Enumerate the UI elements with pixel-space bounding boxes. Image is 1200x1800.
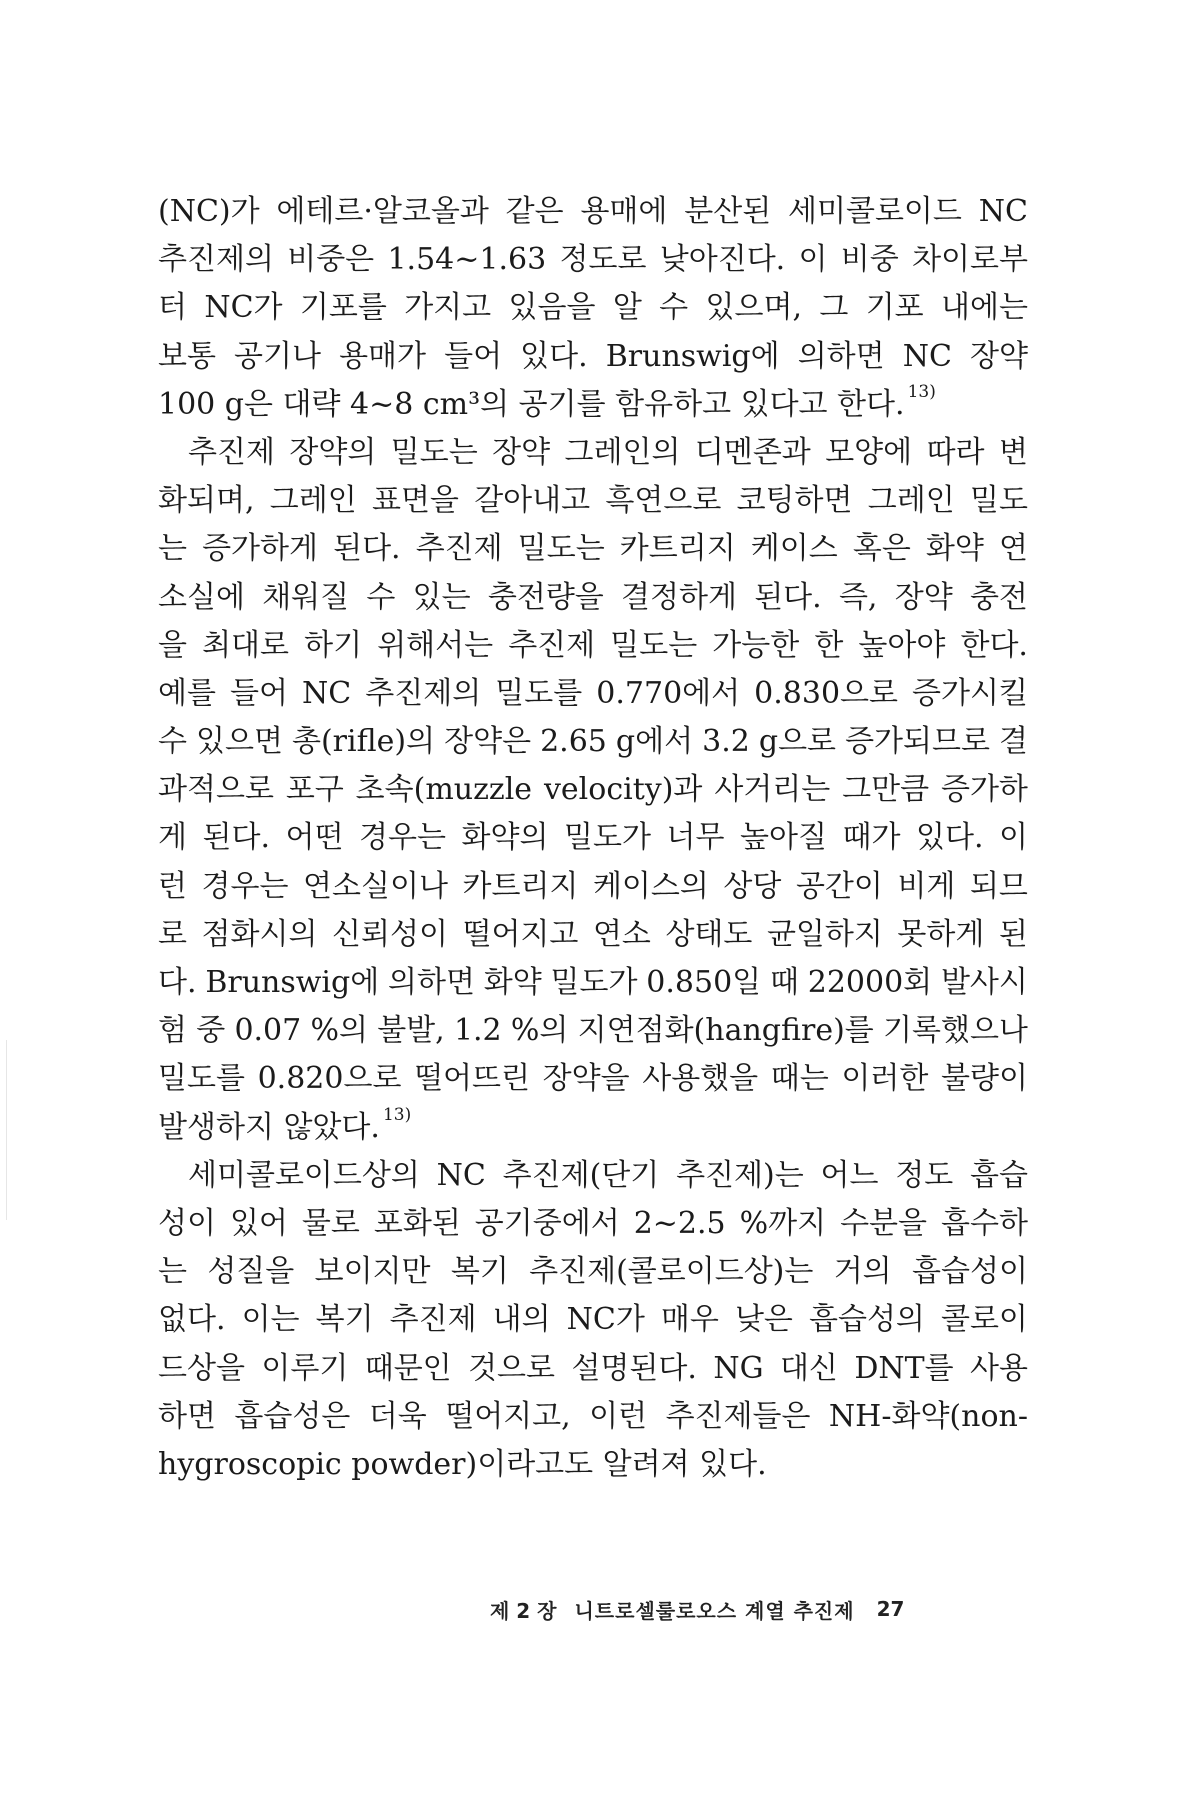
- text-line: [158, 911, 1028, 959]
- word: 거의: [833, 1254, 892, 1290]
- word: 즉,: [838, 579, 878, 615]
- text-line: [158, 1152, 1028, 1200]
- word: 변: [998, 434, 1028, 470]
- word: 0.850일: [646, 965, 762, 1000]
- word: 그: [819, 290, 849, 326]
- word: 기포를: [299, 290, 387, 326]
- word: 충전량을: [487, 579, 604, 615]
- word: NC: [978, 194, 1028, 229]
- word: 장약: [970, 338, 1028, 374]
- word: 가지고: [404, 290, 492, 326]
- word: 증가시킬: [912, 675, 1028, 711]
- word: 있음을: [508, 290, 596, 326]
- word: 한: [814, 627, 844, 663]
- word: 증가되므로: [845, 724, 990, 760]
- word: 0.820으로: [257, 1061, 402, 1097]
- word: 초속(muzzle: [355, 772, 533, 808]
- word: 이러한: [841, 1061, 929, 1097]
- word: 2~2.5: [633, 1205, 726, 1241]
- text-line: [158, 1200, 1028, 1248]
- word: %의: [510, 1013, 569, 1049]
- word: 흡습성의: [808, 1302, 925, 1338]
- word: 된: [998, 916, 1028, 952]
- word: 카트리지: [619, 531, 736, 567]
- word: 복기: [315, 1302, 374, 1338]
- text-line: [158, 525, 1028, 573]
- word: 추진제(콜로이드상)는: [529, 1254, 814, 1290]
- word: 포화된: [373, 1205, 461, 1241]
- word: 다.: [158, 965, 197, 1000]
- word: 0.770에서: [596, 675, 741, 711]
- word: 균일하지: [766, 916, 883, 952]
- word: 불발,: [377, 1013, 445, 1049]
- word: 사용했을: [642, 1061, 759, 1097]
- text-line: [158, 477, 1028, 525]
- word: 기록했으나: [883, 1013, 1028, 1049]
- word: 어느: [820, 1157, 879, 1193]
- word: 공기나: [234, 338, 321, 374]
- word: NC가: [566, 1302, 645, 1338]
- word: 된다.: [754, 579, 822, 615]
- word: 0.830으로: [754, 675, 898, 711]
- text-line: [158, 1393, 1028, 1441]
- word: 정도: [895, 1157, 954, 1193]
- word: %의: [310, 1013, 368, 1049]
- word: 공간이: [795, 868, 883, 904]
- word: 총(rifle)의: [292, 724, 436, 760]
- word: 높아질: [740, 820, 827, 856]
- word: 연소: [592, 916, 651, 952]
- word: 흡습: [970, 1157, 1028, 1193]
- text-line: [158, 1007, 1028, 1055]
- word: 표면을: [371, 483, 459, 519]
- word: 는: [158, 1254, 187, 1290]
- word: 흑연으로: [605, 483, 722, 519]
- word: 없다.: [158, 1302, 226, 1338]
- word: 흡습성은: [234, 1398, 351, 1434]
- word: 이런: [589, 1398, 648, 1434]
- word: 더욱: [368, 1398, 427, 1434]
- word: 포구: [285, 772, 344, 808]
- word: 22000회: [807, 965, 933, 1000]
- word: 이: [798, 242, 828, 278]
- word: 따라: [926, 434, 985, 470]
- word: 로: [158, 916, 187, 952]
- word: 최대로: [202, 627, 290, 663]
- word: 된다.: [202, 820, 271, 856]
- word: 성질을: [207, 1254, 295, 1290]
- word: 증가하: [940, 772, 1028, 808]
- word: 된다.: [333, 531, 401, 567]
- word: 밀도를: [495, 675, 583, 711]
- word: 발사시: [940, 965, 1028, 1000]
- word: (NC)가: [158, 194, 260, 229]
- text-line: [158, 670, 1028, 718]
- text-line: [158, 766, 1028, 814]
- word: 이는: [241, 1302, 300, 1338]
- word: 2.65: [540, 724, 607, 760]
- word: 장약: [492, 434, 551, 470]
- word: 추진제의: [365, 675, 482, 711]
- word: DNT를: [854, 1350, 954, 1386]
- word: Brunswig에: [205, 965, 380, 1000]
- word: 채워질: [262, 579, 350, 615]
- word: 추진제: [389, 1302, 477, 1338]
- word: 장약은: [444, 724, 532, 760]
- word: 점화시의: [201, 916, 318, 952]
- word: 갈아내고: [474, 483, 591, 519]
- text-line: [158, 284, 1028, 332]
- word: 불량이: [941, 1061, 1028, 1097]
- word: g으로: [758, 724, 837, 760]
- word: 소실에: [158, 579, 245, 615]
- footnote-ref: 13): [382, 1104, 412, 1125]
- word: 과적으로: [158, 772, 274, 808]
- chapter-title: 니트로셀룰로오스 계열 추진제: [574, 1598, 855, 1623]
- chapter-label: 제 2 장: [490, 1598, 557, 1623]
- word: 신뢰성이: [332, 916, 448, 952]
- word: 케이스의: [592, 868, 709, 904]
- text-line: [158, 959, 1028, 1007]
- word: 모양에: [825, 434, 913, 470]
- word: 화약의: [461, 820, 549, 856]
- word: 정도로: [559, 242, 647, 278]
- word: 수: [366, 579, 396, 615]
- word: 밀도를: [158, 1061, 245, 1097]
- word: %까지: [739, 1205, 827, 1241]
- word: 결: [999, 724, 1028, 760]
- word: 코팅하면: [736, 483, 853, 519]
- word: 의하면: [388, 965, 475, 1000]
- word: 추진제: [188, 434, 275, 470]
- word: NH-화약(non-: [828, 1398, 1028, 1434]
- word: 세미콜로이드상의: [188, 1157, 420, 1193]
- word: 때: [769, 965, 799, 1000]
- word: velocity)과: [543, 772, 703, 808]
- word: 기포: [865, 290, 924, 326]
- word: 있다.: [915, 820, 984, 856]
- word: 그레인의: [564, 434, 681, 470]
- word: 장약을: [542, 1061, 630, 1097]
- word: 대신: [779, 1350, 838, 1386]
- word: 세미콜로이드: [788, 194, 962, 229]
- word: 용매에: [580, 194, 668, 229]
- word: 떨어지고: [462, 916, 579, 952]
- text-line: [158, 188, 1028, 236]
- text-line: [158, 814, 1028, 862]
- word: 때문인: [364, 1350, 452, 1386]
- word: 너무: [666, 820, 725, 856]
- text-line: [158, 863, 1028, 911]
- word: 낮아진다.: [659, 242, 786, 278]
- word: 비중은: [287, 242, 375, 278]
- word: 들어: [230, 675, 288, 711]
- word: 높아야: [858, 627, 946, 663]
- word: 을: [158, 627, 187, 663]
- word: 는: [158, 531, 187, 567]
- word: 같은: [505, 194, 564, 229]
- word: 못하게: [897, 916, 985, 952]
- text-line: hygroscopic powder)이라고도 알려져 있다.: [158, 1446, 767, 1482]
- word: 상당: [723, 868, 782, 904]
- body-text: [158, 188, 1028, 1489]
- word: 터: [158, 290, 187, 326]
- page-number: 27: [876, 1597, 905, 1621]
- word: 비게: [897, 868, 956, 904]
- word: 공기중에서: [474, 1205, 620, 1241]
- word: 연소실이나: [303, 868, 448, 904]
- word: NC: [436, 1157, 486, 1193]
- word: 사용: [970, 1350, 1028, 1386]
- word: 충전: [969, 579, 1028, 615]
- word: 밀도는: [390, 434, 478, 470]
- word: 있다.: [520, 338, 588, 374]
- word: 복기: [450, 1254, 509, 1290]
- word: 중: [196, 1013, 226, 1049]
- word: 때가: [842, 820, 901, 856]
- word: 비중: [840, 242, 899, 278]
- word: 에테르·알코올과: [276, 194, 489, 229]
- page-edge-mark: [6, 1040, 7, 1220]
- word: 증가하게: [202, 531, 318, 567]
- text-line: [158, 718, 1028, 766]
- word: NC가: [204, 290, 283, 326]
- word: 결정하게: [621, 579, 737, 615]
- word: 수: [158, 724, 187, 760]
- word: 밀도는: [610, 627, 698, 663]
- text-line: [158, 429, 1028, 477]
- footnote-ref: 13): [907, 381, 936, 402]
- word: 게: [158, 820, 187, 856]
- word: 밀도가: [564, 820, 651, 856]
- word: 험: [158, 1013, 187, 1049]
- word: 의하면: [797, 338, 885, 374]
- text-line: [158, 236, 1028, 284]
- word: 흡습성이: [912, 1254, 1028, 1290]
- line-text: 100 g은 대략 4~8 cm³의 공기를 함유하고 있다고 한다.: [158, 386, 905, 422]
- word: 어떤: [285, 820, 344, 856]
- word: 있으면: [196, 724, 283, 760]
- text-line: [158, 1104, 1028, 1152]
- word: 드상을: [158, 1350, 245, 1386]
- word: 지연점화(hangfire)를: [577, 1013, 874, 1049]
- word: 장약: [894, 579, 953, 615]
- word: 있는: [412, 579, 471, 615]
- text-line: [158, 1345, 1028, 1393]
- word: 하기: [304, 627, 363, 663]
- text-line: [158, 333, 1028, 381]
- word: 가능한: [712, 627, 800, 663]
- word: 화약: [925, 531, 984, 567]
- word: 디멘존과: [694, 434, 811, 470]
- word: 1.54~1.63: [387, 242, 547, 278]
- text-line: [158, 1055, 1028, 1103]
- word: 매우: [660, 1302, 719, 1338]
- word: 떨어지고,: [445, 1398, 571, 1434]
- line-text: 발생하지 않았다.: [158, 1109, 380, 1145]
- word: 위해서는: [377, 627, 494, 663]
- word: 3.2: [702, 724, 750, 760]
- word: g에서: [615, 724, 694, 760]
- word: 예를: [158, 675, 216, 711]
- word: 연: [998, 531, 1028, 567]
- word: 추진제)는: [676, 1157, 804, 1193]
- word: 내에는: [941, 290, 1028, 326]
- word: 경우는: [201, 868, 289, 904]
- word: 되므: [969, 868, 1028, 904]
- word: 설명된다.: [571, 1350, 697, 1386]
- word: 그만큼: [842, 772, 930, 808]
- text-line: [158, 1296, 1028, 1344]
- word: 하면: [158, 1398, 216, 1434]
- word: 런: [158, 868, 187, 904]
- word: 장약의: [289, 434, 377, 470]
- word: 상태도: [665, 916, 753, 952]
- word: 알: [612, 290, 642, 326]
- word: 있어: [229, 1205, 288, 1241]
- word: 화되며,: [158, 483, 255, 519]
- word: NC: [902, 338, 952, 374]
- word: 용매가: [339, 338, 427, 374]
- word: 1.2: [453, 1013, 502, 1049]
- word: 이루기: [261, 1350, 349, 1386]
- word: 추진제의: [158, 242, 274, 278]
- word: 콜로이: [940, 1302, 1028, 1338]
- word: 보이지만: [314, 1254, 431, 1290]
- word: 물로: [301, 1205, 360, 1241]
- word: 사거리는: [714, 772, 831, 808]
- text-line: [158, 574, 1028, 622]
- word: 있으며,: [705, 290, 802, 326]
- word: 한다.: [960, 627, 1028, 663]
- word: 낮은: [734, 1302, 793, 1338]
- word: 것으로: [468, 1350, 556, 1386]
- word: 내의: [492, 1302, 551, 1338]
- word: 때는: [770, 1061, 829, 1097]
- word: 들어: [444, 338, 503, 374]
- text-line: [158, 1248, 1028, 1296]
- word: 추진제: [415, 531, 503, 567]
- word: 떨어뜨린: [414, 1061, 530, 1097]
- text-line: [158, 381, 1028, 429]
- word: 분산된: [684, 194, 772, 229]
- running-footer: [490, 1589, 904, 1629]
- word: 혹은: [852, 531, 911, 567]
- word: 흡수하: [941, 1205, 1028, 1241]
- word: 밀도가: [550, 965, 638, 1000]
- word: 화약: [483, 965, 542, 1000]
- word: 추진제: [508, 627, 596, 663]
- word: 0.07: [234, 1013, 302, 1049]
- word: Brunswig에: [605, 338, 780, 374]
- word: 그레인: [269, 483, 357, 519]
- word: 밀도: [969, 483, 1028, 519]
- word: 경우는: [359, 820, 446, 856]
- word: NG: [713, 1350, 764, 1386]
- word: 수분을: [840, 1205, 928, 1241]
- word: 수: [659, 290, 689, 326]
- word: 케이스: [750, 531, 838, 567]
- word: 밀도는: [517, 531, 605, 567]
- word: 추진제(단기: [502, 1157, 660, 1193]
- word: 이: [999, 820, 1028, 856]
- word: 추진제들은: [665, 1398, 811, 1434]
- word: 보통: [158, 338, 216, 374]
- text-line: [158, 622, 1028, 670]
- word: 카트리지: [462, 868, 579, 904]
- word: NC: [302, 675, 352, 711]
- word: 성이: [158, 1205, 216, 1241]
- word: 차이로부: [912, 242, 1028, 278]
- word: 그레인: [867, 483, 955, 519]
